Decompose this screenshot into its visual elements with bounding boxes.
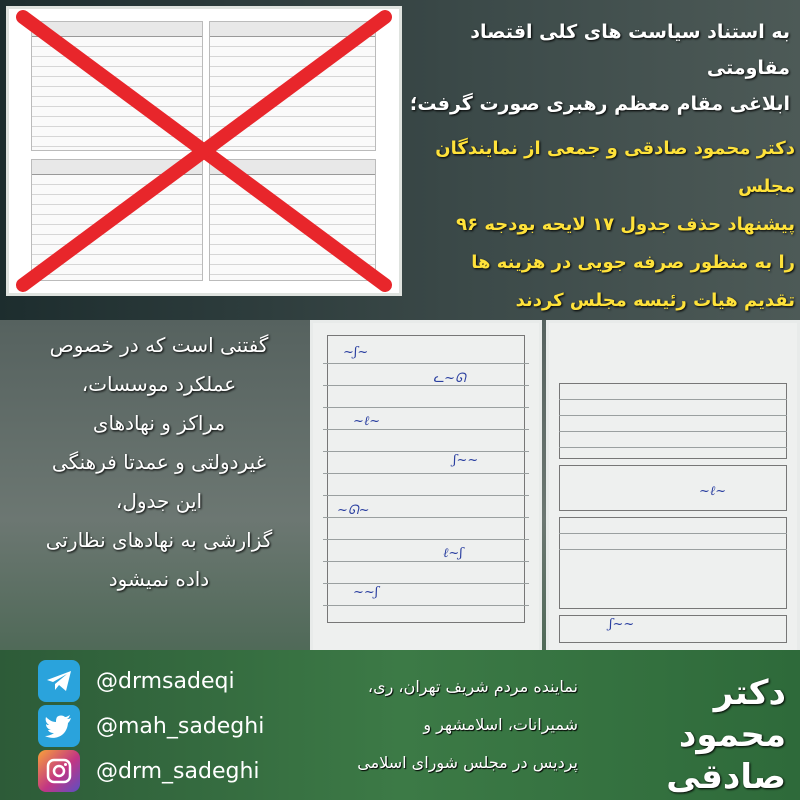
rep-line: شمیرانات، اسلامشهر و [423,715,578,734]
signature-scribble: ~ʃ~ [343,345,369,360]
note-text [14,326,304,599]
signature-sheet-image [310,320,542,656]
note-line: عملکرد موسسات، [81,372,237,396]
signature-scribble: ʃ~~ [609,617,635,632]
twitter-handle: @mah_sadeghi [96,713,265,739]
signature-scribble: ʃ~~ [453,453,479,468]
signature-table-border [327,335,525,623]
form-box [559,615,787,643]
red-cross-mark [9,9,399,293]
note-line: داده نمیشود [108,567,210,591]
signature-scribble: ~ᘏ~ [337,503,370,518]
proposal-line: پیشنهاد حذف جدول ۱۷ لایحه بودجه ۹۶ [456,214,795,235]
rep-line: نماینده مردم شریف تهران، ری، [367,677,578,696]
representative-text [318,668,578,782]
proposal-line: دکتر محمود صادقی و جمعی از نمایندگان مجلس [435,138,795,197]
note-line: این جدول، [115,489,203,513]
proposal-line: را به منظور صرفه جویی در هزینه ها [471,252,795,273]
instagram-handle: @drm_sadeghi [96,758,260,784]
telegram-handle: @drmsadeqi [96,668,235,694]
headline-line: ابلاغی مقام معظم رهبری صورت گرفت؛ [409,93,790,115]
proposal-text [400,130,795,320]
name-logo-text [618,672,786,798]
signature-scribble: ~~ʃ [353,585,379,600]
telegram-icon [38,660,80,702]
headline-line: به استناد سیاست های کلی اقتصاد مقاومتی [470,21,790,79]
name-line: محمود [678,715,786,755]
form-box [559,517,787,609]
name-line: صادقی [666,757,786,797]
proposal-line: تقدیم هیات رئیسه مجلس کردند [515,290,795,311]
name-line: دکتر [713,673,786,713]
rep-line: پردیس در مجلس شورای اسلامی [357,753,578,772]
headline [400,14,790,122]
telegram-link[interactable] [38,660,235,702]
twitter-link[interactable] [38,705,264,747]
signature-scribble: ~ℓ~ [699,484,727,499]
instagram-icon [38,750,80,792]
signature-scribble: ᓚ~ᘏ [433,371,466,386]
note-line: گفتنی است که در خصوص [49,333,269,357]
form-box [559,465,787,511]
crossed-out-document-image [6,6,402,296]
signature-scribble: ~ℓ~ [353,414,381,429]
instagram-link[interactable] [38,750,260,792]
note-line: گزارشی به نهادهای نظارتی [45,528,273,552]
signature-scribble: ℓ~ʃ [443,546,463,561]
proposal-form-image [546,320,800,656]
note-line: غیردولتی و عمدتا فرهنگی [51,450,267,474]
twitter-icon [38,705,80,747]
note-line: مراکز و نهادهای [92,411,226,435]
